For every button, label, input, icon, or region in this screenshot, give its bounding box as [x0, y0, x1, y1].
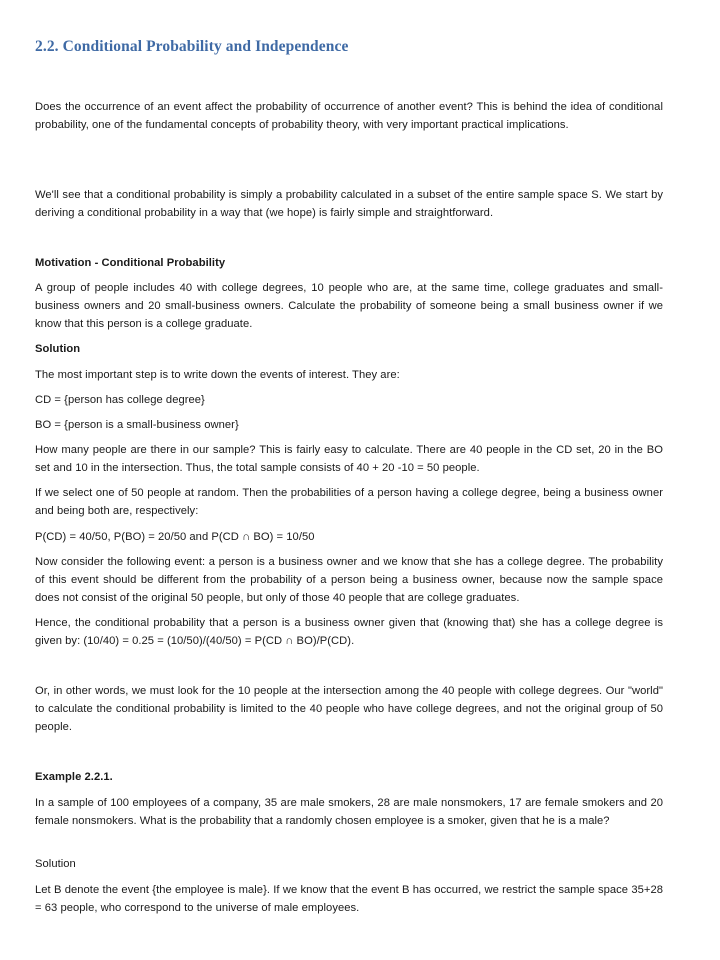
intro-paragraph-1: Does the occurrence of an event affect the probability of occurrence of another event? This is behind the idea of conditional probability, one of the fundamental concepts of probability theory, with very important practical implications.	[35, 101, 663, 131]
example-heading: Example 2.2.1.	[35, 771, 113, 783]
motivation-heading: Motivation - Conditional Probability	[35, 257, 226, 269]
example-paragraph: In a sample of 100 employees of a company, 35 are male smokers, 28 are male nonsmokers, 17 are female smokers and 20 female nonsmokers. What is the probability that a randomly chosen employee is a smoker, given that he is a male?	[35, 797, 663, 827]
events-intro-paragraph: The most important step is to write down the events of interest. They are:	[35, 369, 400, 381]
example-solution-paragraph: Let B denote the event {the employee is male}. If we know that the event B has occurred, we restrict the sample space 35+28 = 63 people, who correspond to the universe of male employees.	[35, 884, 663, 914]
interpretation-paragraph: Or, in other words, we must look for the 10 people at the intersection among the 40 people with college degrees. Our "world" to calculate the conditional probability is limited to the 40 people who have college degrees, and not the original group of 50 people.	[35, 685, 663, 733]
select-paragraph: If we select one of 50 people at random. Then the probabilities of a person having a college degree, being a business owner and being both are, respectively:	[35, 487, 663, 517]
motivation-paragraph: A group of people includes 40 with college degrees, 10 people who are, at the same time, college graduates and small-business owners and 20 small-business owners. Calculate the probability of someone being a small business owner if we know that this person is a college graduate.	[35, 282, 663, 330]
example-solution-heading: Solution	[35, 858, 76, 870]
event-bo-definition: BO = {person is a small-business owner}	[35, 419, 239, 431]
event-cd-definition: CD = {person has college degree}	[35, 394, 205, 406]
probabilities-line: P(CD) = 40/50, P(BO) = 20/50 and P(CD ∩ BO) = 10/50	[35, 531, 315, 543]
intro-paragraph-2: We'll see that a conditional probability is simply a probability calculated in a subset of the entire sample space S. We start by deriving a conditional probability in a way that (we hope) is fairly simple and straightforward.	[35, 189, 663, 219]
section-title: 2.2. Conditional Probability and Independence	[35, 38, 349, 55]
solution-heading: Solution	[35, 343, 81, 355]
consider-paragraph: Now consider the following event: a person is a business owner and we know that she has a college degree. The probability of this event should be different from the probability of a person being a business owner, because now the sample space does not consist of the original 50 people, but only of those 40 people that are college graduates.	[35, 556, 663, 604]
count-paragraph: How many people are there in our sample? This is fairly easy to calculate. There are 40 people in the CD set, 20 in the BO set and 10 in the intersection. Thus, the total sample consists of 40 + 20 -10 = 50 people.	[35, 444, 663, 474]
hence-paragraph: Hence, the conditional probability that a person is a business owner given that (knowing that) she has a college degree is given by: (10/40) = 0.25 = (10/50)/(40/50) = P(CD ∩ BO)/P(CD).	[35, 617, 663, 647]
